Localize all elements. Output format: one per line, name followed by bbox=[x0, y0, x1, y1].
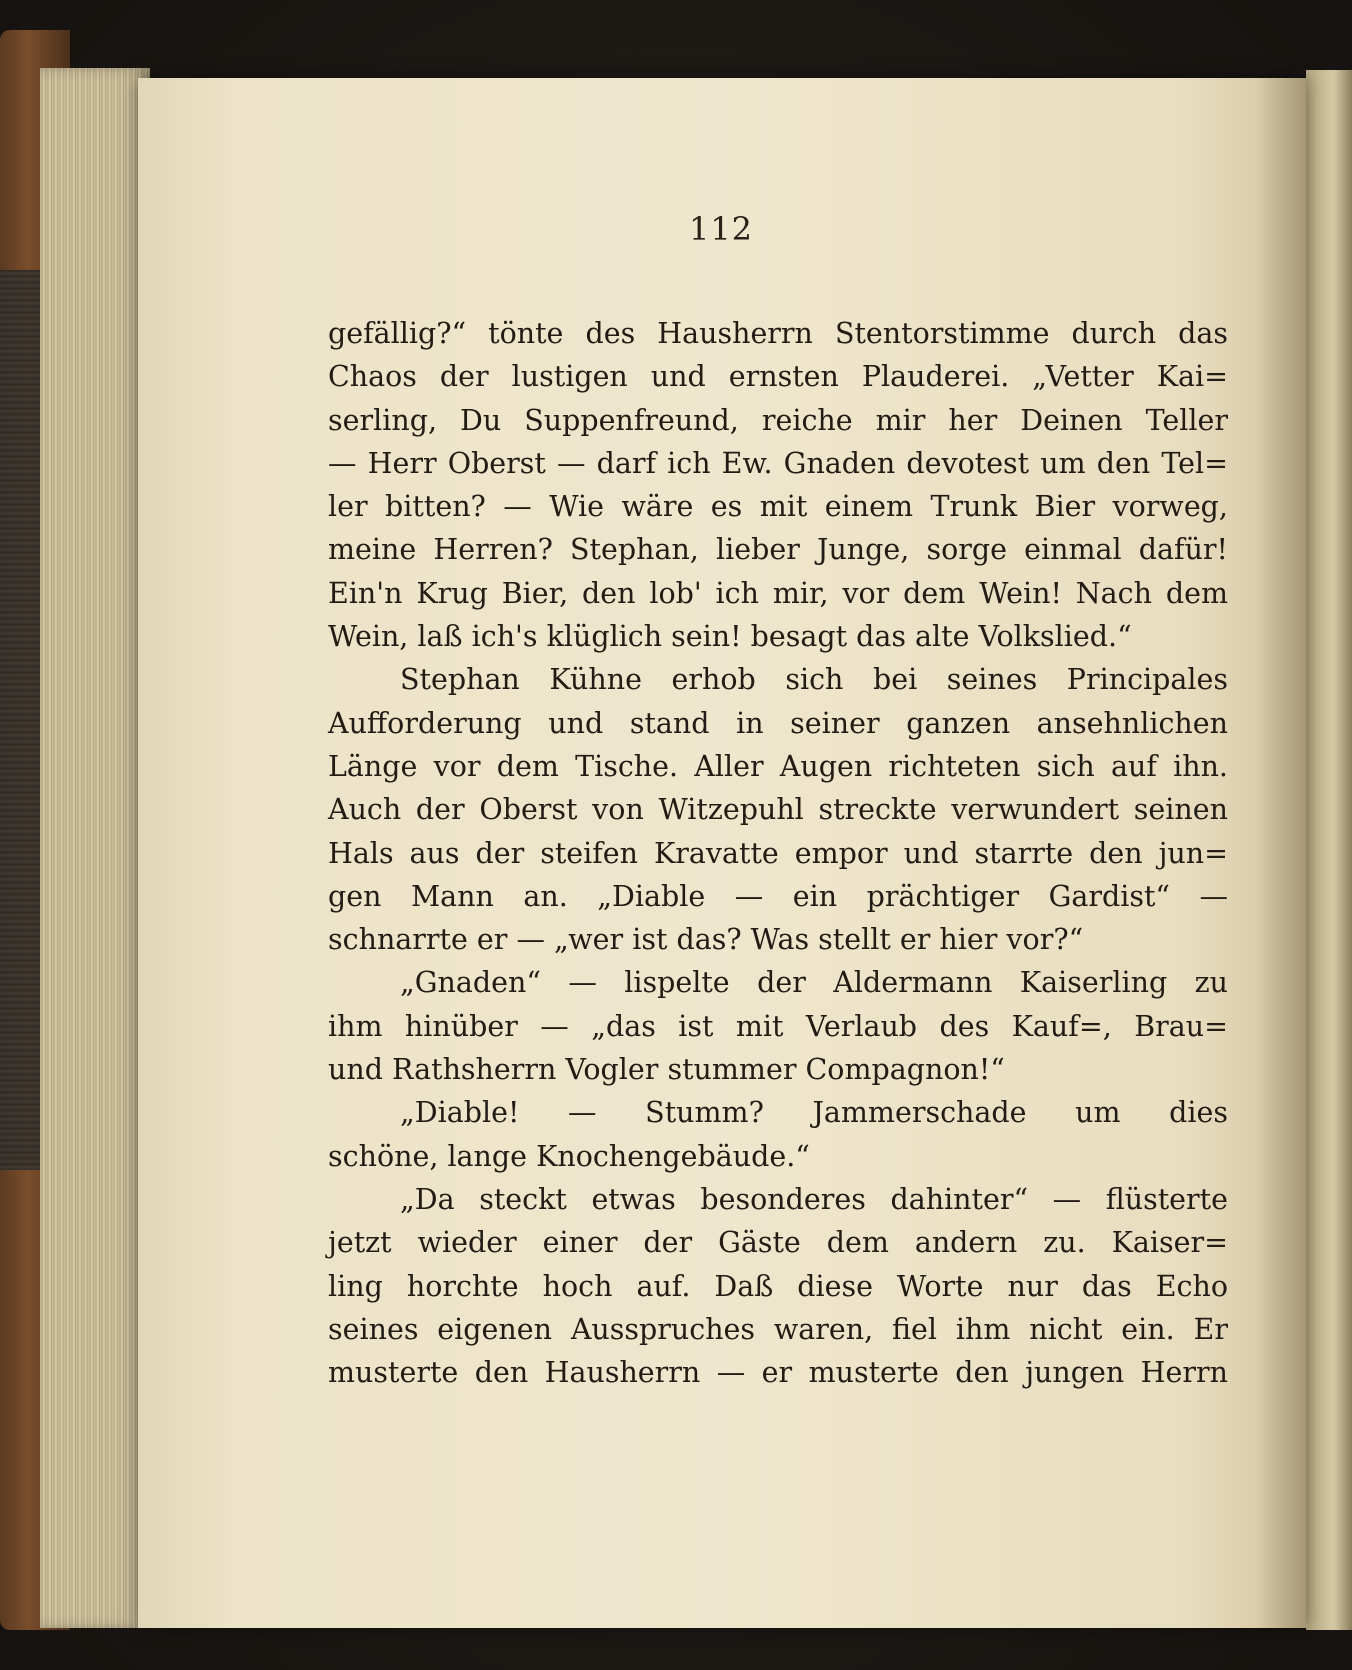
text-line: ling horchte hoch auf. Daß diese Worte nur das Echo bbox=[328, 1269, 1228, 1303]
text-line: ihm hinüber — „das ist mit Verlaub des Kauf=, Brau= bbox=[328, 1009, 1228, 1043]
text-line: Auch der Oberst von Witzepuhl streckte verwundert seinen bbox=[328, 793, 1228, 827]
text-line: „Gnaden“ — lispelte der Aldermann Kaiserling zu bbox=[400, 966, 1228, 1000]
text-line: und Rathsherrn Vogler stummer Compagnon!“ bbox=[328, 1053, 1005, 1087]
page-text bbox=[328, 312, 1228, 1394]
text-line: jetzt wieder einer der Gäste dem andern zu. Kaiser= bbox=[328, 1226, 1228, 1260]
text-line: seines eigenen Ausspruches waren, fiel ihm nicht ein. Er bbox=[328, 1312, 1228, 1346]
text-line: musterte den Hausherrn — er musterte den jungen Herrn bbox=[328, 1356, 1228, 1390]
text-line: Länge vor dem Tische. Aller Augen richteten sich auf ihn. bbox=[328, 749, 1228, 783]
text-line: Wein, laß ich's klüglich sein! besagt das alte Volkslied.“ bbox=[328, 620, 1132, 654]
text-line: Hals aus der steifen Kravatte empor und starrte den jun= bbox=[328, 836, 1228, 870]
text-line: meine Herren? Stephan, lieber Junge, sorge einmal dafür! bbox=[328, 533, 1228, 567]
text-line: schöne, lange Knochengebäude.“ bbox=[328, 1139, 810, 1173]
text-line: Stephan Kühne erhob sich bei seines Principales bbox=[400, 663, 1228, 697]
text-line: „Da steckt etwas besonderes dahinter“ — flüsterte bbox=[400, 1182, 1228, 1216]
text-line: Aufforderung und stand in seiner ganzen ansehnlichen bbox=[328, 706, 1228, 740]
text-line: — Herr Oberst — darf ich Ew. Gnaden devotest um den Tel= bbox=[328, 446, 1228, 480]
page-number: 112 bbox=[688, 210, 754, 248]
facing-page-edge bbox=[1306, 70, 1352, 1630]
text-line: „Diable! — Stumm? Jammerschade um dies bbox=[400, 1096, 1228, 1130]
text-line: Ein'n Krug Bier, den lob' ich mir, vor dem Wein! Nach dem bbox=[328, 576, 1228, 610]
text-line: ler bitten? — Wie wäre es mit einem Trunk Bier vorweg, bbox=[328, 490, 1228, 524]
text-line: schnarrte er — „wer ist das? Was stellt er hier vor?“ bbox=[328, 923, 1084, 957]
text-line: Chaos der lustigen und ernsten Plauderei. „Vetter Kai= bbox=[328, 360, 1228, 394]
text-line: gefällig?“ tönte des Hausherrn Stentorstimme durch das bbox=[328, 317, 1228, 350]
text-line: gen Mann an. „Diable — ein prächtiger Gardist“ — bbox=[328, 879, 1228, 913]
text-line: serling, Du Suppenfreund, reiche mir her Deinen Teller bbox=[328, 403, 1228, 437]
page-edges bbox=[40, 68, 150, 1628]
